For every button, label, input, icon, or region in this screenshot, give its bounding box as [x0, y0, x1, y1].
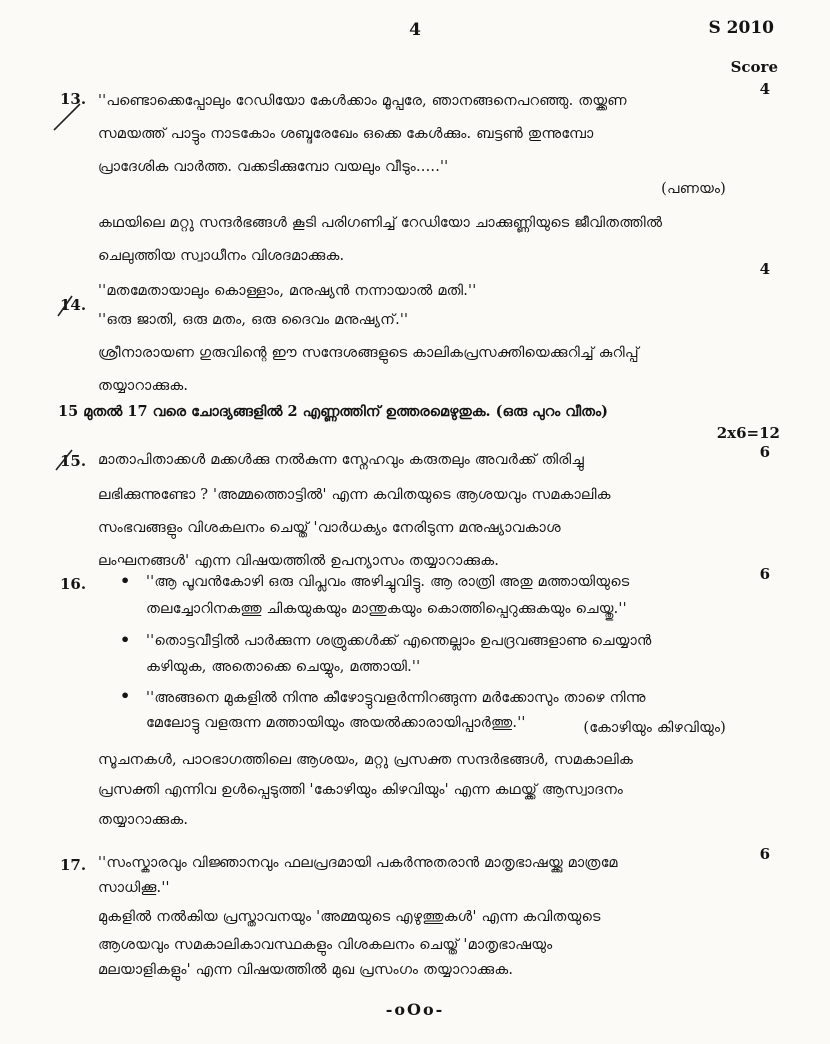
- question-score: 6: [759, 845, 770, 863]
- task-line: കഥയിലെ മറ്റു സന്ദർഭങ്ങൾ കൂടി പരിഗണിച്ച് റേഡിയോ ചാക്കുണ്ണിയുടെ ജീവിതത്തിൽ: [98, 215, 663, 231]
- question-line: സംഭവങ്ങളും വിശകലനം ചെയ്ത് 'വാർധക്യം നേരിടുന്ന മനുഷ്യാവകാശ: [98, 520, 561, 536]
- quote-line: ''പണ്ടൊക്കെപ്പോലും റേഡിയോ കേൾക്കാം മൂപ്പരേ, ഞാനങ്ങനെപറഞ്ഞു. തയ്ക്കണ: [98, 93, 627, 109]
- quote-line: ''സംസ്കാരവും വിജ്ഞാനവും ഫലപ്രദമായി പകർന്നുതരാൻ മാതൃഭാഷയ്ക്കു മാത്രമേ: [98, 855, 618, 871]
- task-line: സൂചനകൾ, പാഠഭാഗത്തിലെ ആശയം, മറ്റു പ്രസക്ത സന്ദർഭങ്ങൾ, സമകാലിക: [98, 752, 634, 768]
- pen-tick-mark-icon: [54, 290, 78, 320]
- task-line: തയ്യാറാക്കുക.: [98, 812, 189, 828]
- question-score: 6: [759, 565, 770, 583]
- bullet-icon: •: [120, 571, 131, 590]
- task-line: ശ്രീനാരായണ ഗുരുവിന്റെ ഈ സന്ദേശങ്ങളുടെ കാലികപ്രസക്തിയെക്കുറിച്ച് കുറിപ്പ്: [98, 345, 639, 361]
- quote-line: മേലോട്ടു വളരുന്ന മത്തായിയും അയൽക്കാരായിപ്പാർത്തു.'': [146, 715, 526, 731]
- bullet-icon: •: [120, 630, 131, 649]
- bullet-icon: •: [120, 686, 131, 705]
- end-of-paper-mark: -oOo-: [385, 1000, 445, 1019]
- question-number: 14.: [60, 296, 87, 314]
- task-line: തയ്യാറാക്കുക.: [98, 378, 189, 394]
- task-line: മുകളിൽ നൽകിയ പ്രസ്താവനയും 'അമ്മയുടെ എഴുത്തുകൾ' എന്ന കവിതയുടെ: [98, 909, 601, 925]
- quote-line: ''ഒരു ജാതി, ഒരു മതം, ഒരു ദൈവം മനുഷ്യന്.'': [98, 312, 409, 328]
- task-line: ചെലുത്തിയ സ്വാധീനം വിശദമാക്കുക.: [98, 248, 345, 264]
- quote-line: ''തൊട്ടവീട്ടിൽ പാർക്കുന്ന ശത്രുക്കൾക്ക് എന്തെല്ലാം ഉപദ്രവങ്ങളാണു ചെയ്യാൻ: [146, 633, 652, 649]
- page-number: 4: [409, 20, 421, 40]
- quote-line: പ്രാദേശിക വാർത്ത. വക്കടിക്കുമ്പോ വയലും വീടും.....'': [98, 159, 449, 175]
- pen-tick-mark-icon: [50, 100, 90, 134]
- task-line: മലയാളികളും' എന്ന വിഷയത്തിൽ മുഖ പ്രസംഗം തയ്യാറാക്കുക.: [98, 962, 514, 978]
- question-number: 13.: [60, 90, 87, 108]
- question-score: 4: [759, 80, 770, 98]
- source-title: (കോഴിയും കിഴവിയും): [583, 720, 726, 736]
- question-line: മാതാപിതാക്കൾ മക്കൾക്കു നൽകുന്ന സ്നേഹവും കരുതലും അവർക്ക് തിരിച്ചു: [98, 452, 584, 468]
- question-number: 17.: [60, 856, 87, 874]
- question-number: 15.: [60, 452, 87, 470]
- quote-line: ''മതമേതായാലും കൊള്ളാം, മനുഷ്യൻ നന്നായാൽ മതി.'': [98, 283, 477, 299]
- quote-line: സാധിക്കൂ.'': [98, 880, 170, 896]
- question-score: 4: [759, 260, 770, 278]
- source-title: (പണയം): [661, 181, 726, 197]
- question-number: 16.: [60, 575, 87, 593]
- quote-line: സമയത്ത് പാട്ടും നാടകോം ശബ്ദരേഖേം ഒക്കെ കേൾക്കും. ബട്ടൺ തുന്നുമ്പോ: [98, 126, 594, 142]
- question-line: ലംഘനങ്ങൾ' എന്ന വിഷയത്തിൽ ഉപന്യാസം തയ്യാറാക്കുക.: [98, 553, 500, 569]
- task-line: ആശയവും സമകാലികാവസ്ഥകളും വിശകലനം ചെയ്ത് 'മാതൃഭാഷയും: [98, 937, 553, 953]
- exam-code: S 2010: [708, 18, 774, 38]
- task-line: പ്രസക്തി എന്നിവ ഉൾപ്പെടുത്തി 'കോഴിയും കിഴവിയും' എന്ന കഥയ്ക്ക് ആസ്വാദനം: [98, 782, 624, 798]
- score-column-label: Score: [730, 58, 778, 76]
- quote-line: ''ആ പൂവൻകോഴി ഒരു വിപ്ലവം അഴിച്ചുവിട്ടു. ആ രാത്രി അതു മത്തായിയുടെ: [146, 574, 630, 590]
- quote-line: തലച്ചോറിനകത്തു ചികയുകയും മാന്തുകയും കൊത്തിപ്പെറുക്കുകയും ചെയ്തു.'': [146, 601, 627, 617]
- quote-line: കഴിയുക, അതൊക്കെ ചെയ്യും, മത്തായി.'': [146, 659, 421, 675]
- quote-line: ''അങ്ങനെ മുകളിൽ നിന്നു കീഴോട്ടുവളർന്നിറങ്ങുന്ന മർക്കോസും താഴെ നിന്നു: [146, 690, 646, 706]
- question-score: 6: [759, 443, 770, 461]
- question-line: ലഭിക്കുന്നുണ്ടോ ? 'അമ്മത്തൊട്ടിൽ' എന്ന കവിതയുടെ ആശയവും സമകാലിക: [98, 487, 611, 503]
- section-instruction: 15 മുതൽ 17 വരെ ചോദ്യങ്ങളിൽ 2 എണ്ണത്തിന് ഉത്തരമെഴുതുക. (ഒരു പുറം വീതം): [58, 403, 608, 420]
- pen-tick-mark-icon: [52, 444, 78, 474]
- section-marks: 2x6=12: [716, 424, 780, 442]
